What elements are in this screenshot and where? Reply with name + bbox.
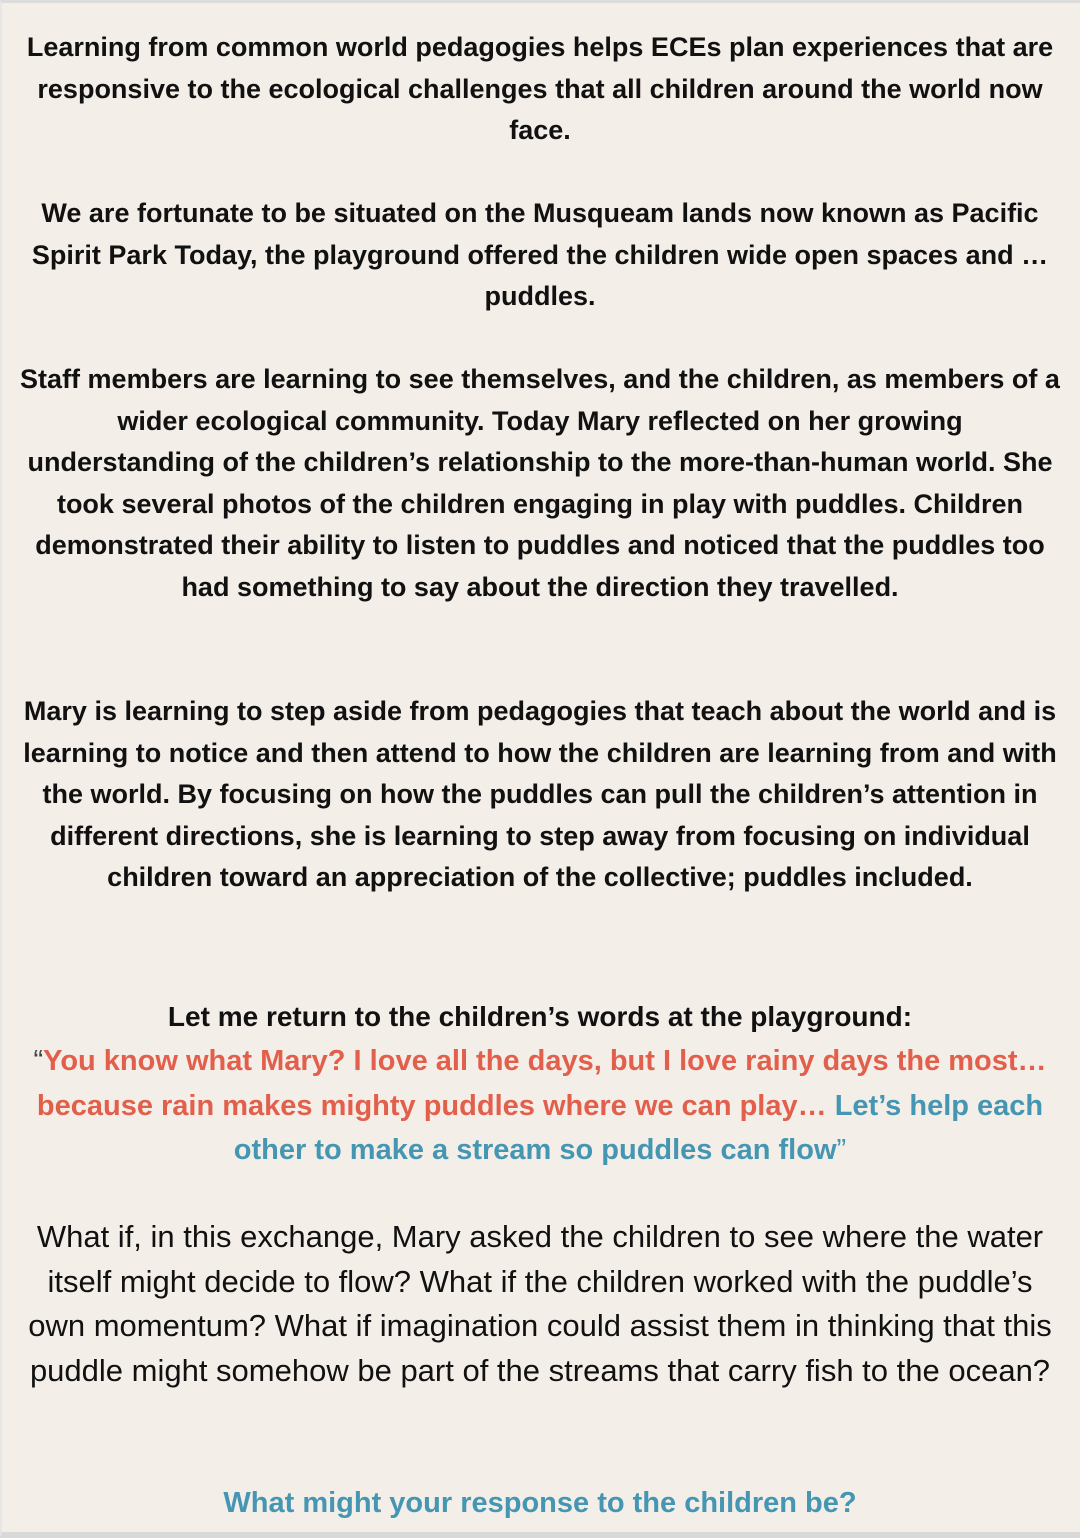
staff-reflection-paragraph: Staff members are learning to see themselves, and the children, as members of a wider ecological community. Today Mary reflected on her growing understanding of the children’s relationship to the more-than-human world. She took several photos of the children engaging in play with puddles. Children demonstrated their ability to listen to puddles and noticed that the puddles too had something to say about the direction they travelled.	[20, 364, 1060, 602]
closing-question: What might your response to the children be?	[223, 1487, 857, 1519]
quote-intro: Let me return to the children’s words at the playground:	[167, 1001, 913, 1032]
what-if-paragraph: What if, in this exchange, Mary asked the children to see where the water itself might decide to flow? What if the children worked with the puddle’s own momentum? What if imagination could assist them in thinking that this puddle might somehow be part of the streams that carry fish to the ocean?	[28, 1219, 1052, 1388]
pedagogy-paragraph: Mary is learning to step aside from pedagogies that teach about the world and is learning to notice and then attend to how the children are learning from and with the world. By focusing on how the puddles can pull the children’s attention in different directions, she is learning to step away from focusing on individual children toward an appreciation of the collective; puddles included.	[23, 696, 1057, 892]
children-quote	[20, 1039, 1060, 1173]
children-quote-block	[20, 995, 1060, 1173]
quote-red-text: You know what Mary? I love all the days, but I love rainy days the most…because rain makes mighty puddles where we can play…	[36, 1045, 1047, 1122]
quote-blue-text: Let’s help each other to make a stream so puddles can flow	[233, 1089, 1044, 1166]
location-paragraph: We are fortunate to be situated on the Musqueam lands now known as Pacific Spirit Park Today, the playground offered the children wide open spaces and … puddles.	[31, 198, 1049, 311]
intro-paragraph: Learning from common world pedagogies helps ECEs plan experiences that are responsive to the ecological challenges that all children around the world now face.	[26, 32, 1054, 145]
quote-close-mark: ”	[836, 1134, 847, 1166]
quote-open-mark: “	[33, 1045, 44, 1077]
